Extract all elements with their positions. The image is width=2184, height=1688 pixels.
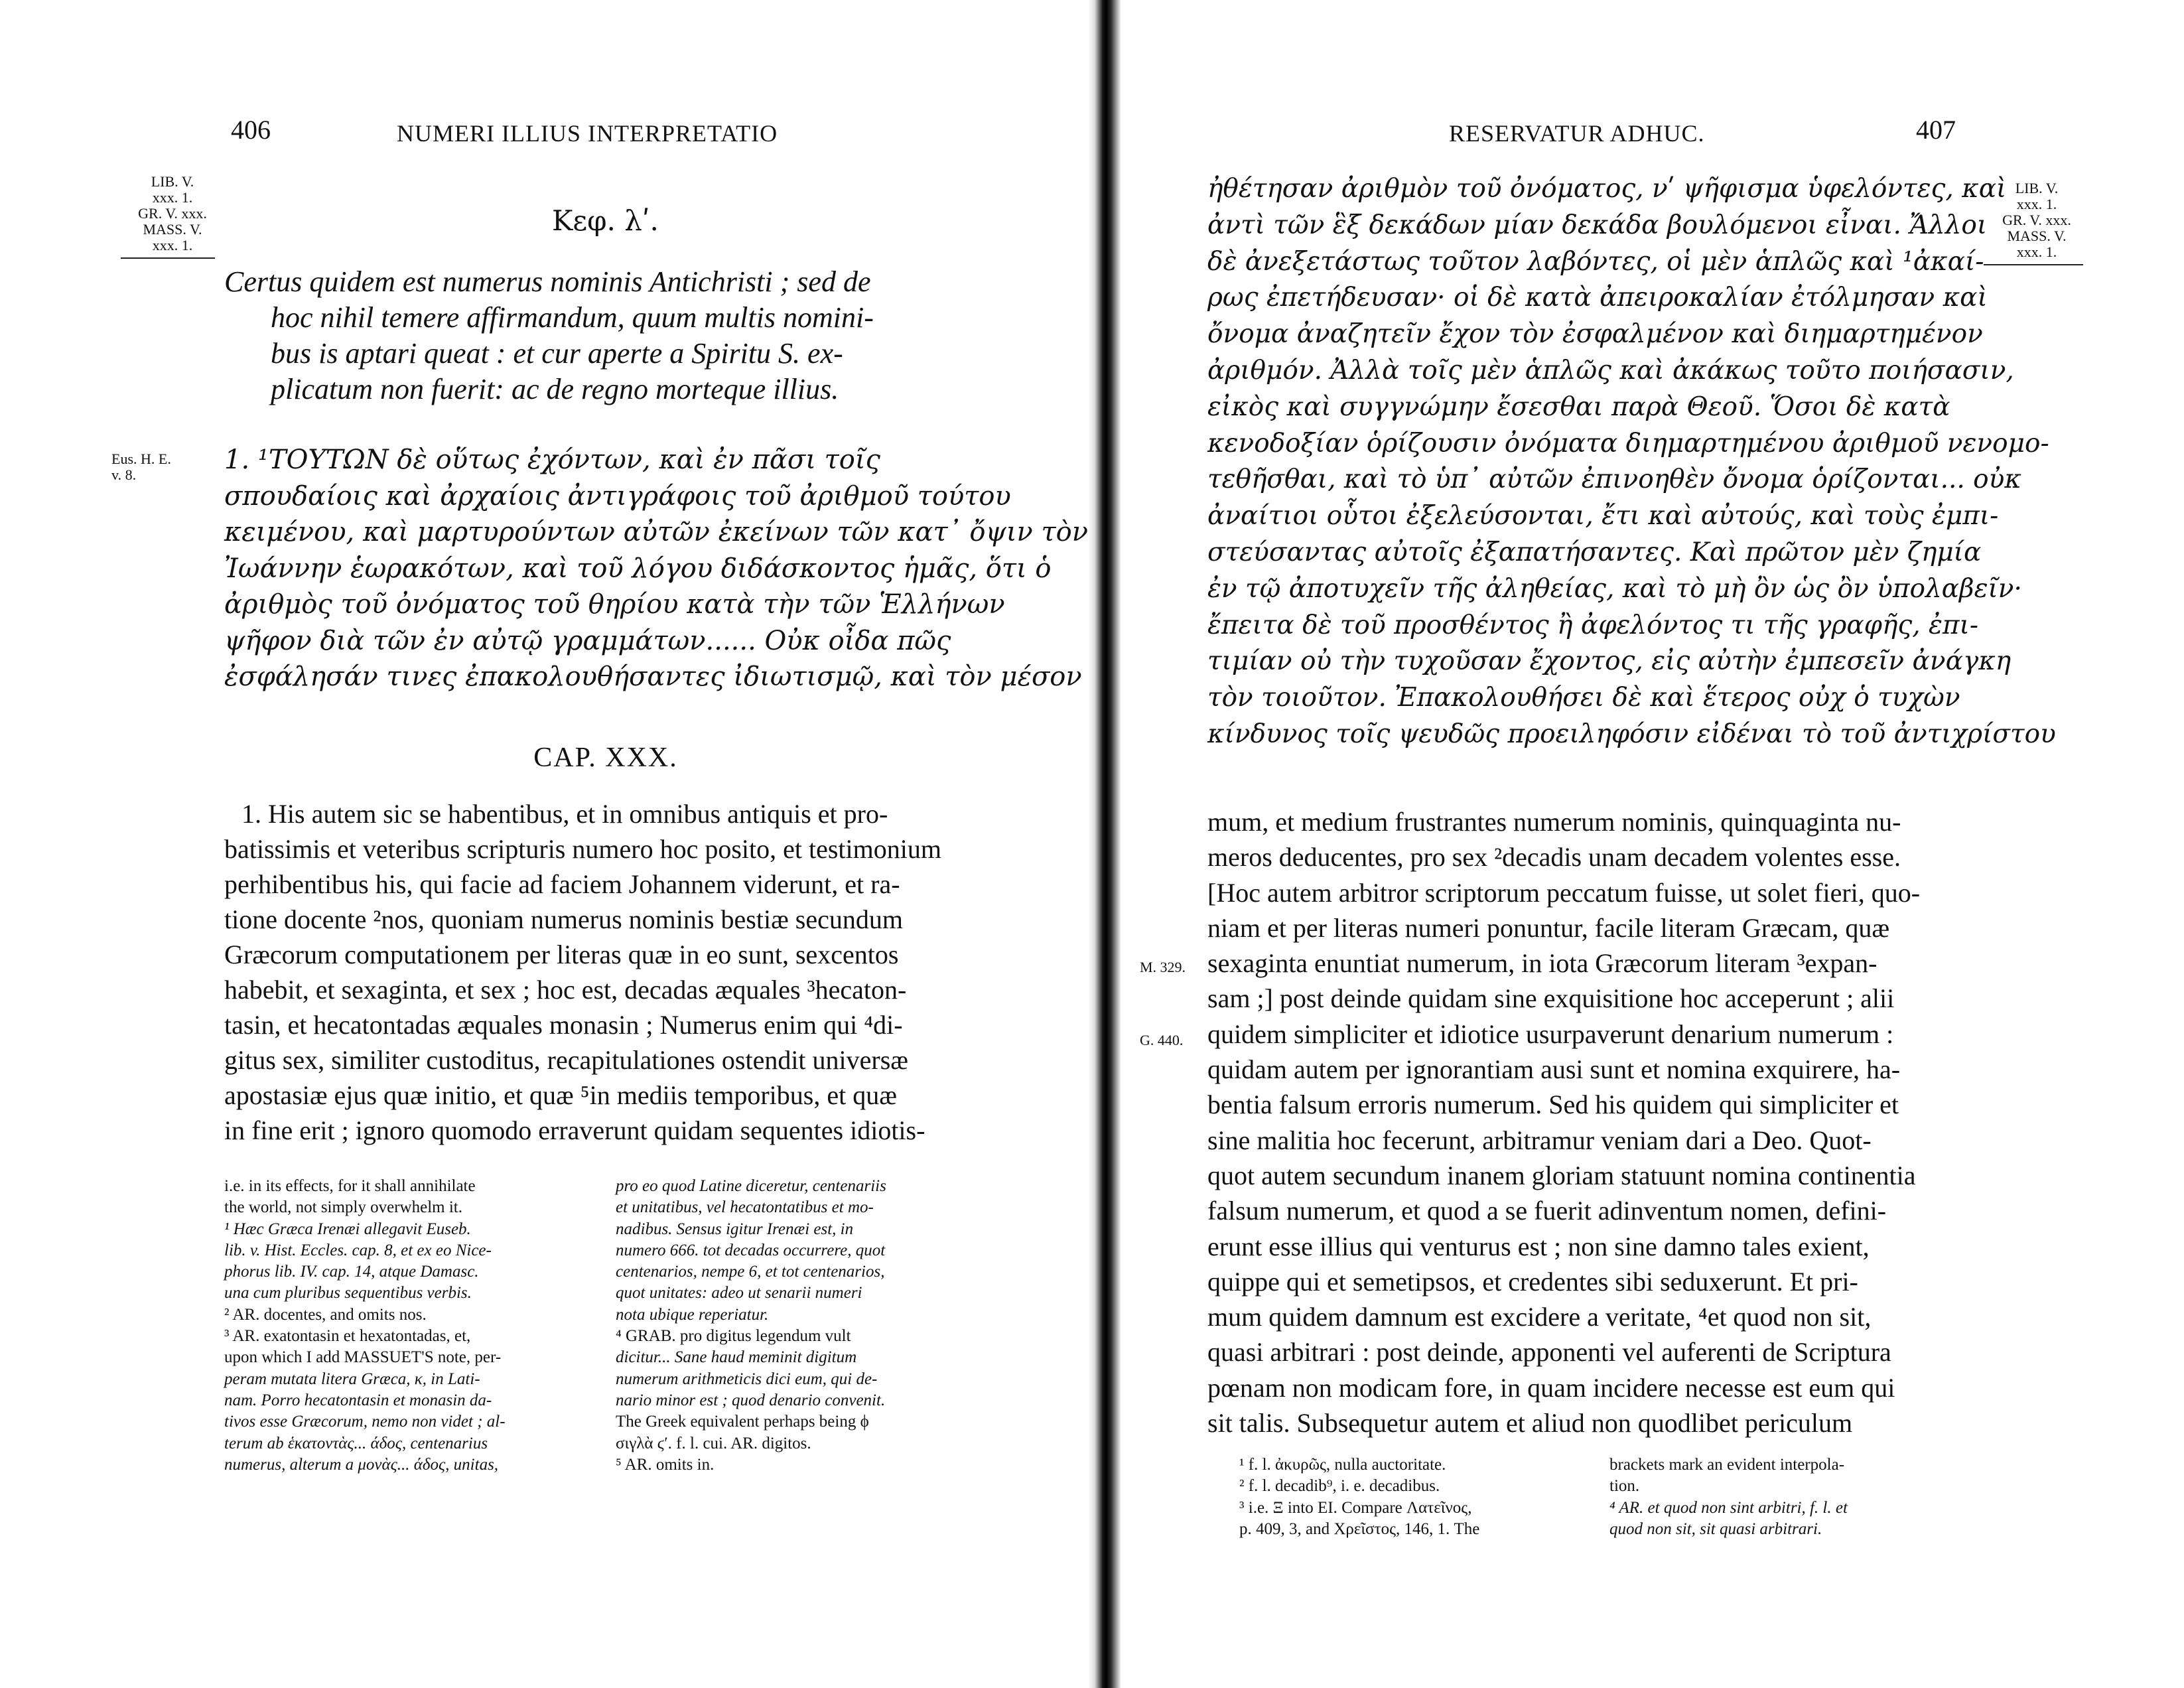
footnote-line: ³ i.e. Ξ into EI. Compare Λατεῖνος,	[1239, 1498, 1472, 1517]
footnote-line: ⁴ GRAB. pro digitus legendum vult	[616, 1327, 851, 1346]
footnote-line: centenarios, nempe 6, et tot centenarios,	[616, 1263, 885, 1281]
margin-ref-line: GR. V. xxx.	[138, 205, 207, 222]
greek-line: κίνδυνος τοῖς ψευδῶς προειληφόσιν εἰδέναι τὸ τοῦ ἀντιχρίστου	[1207, 719, 2056, 749]
latin-line: sam ;] post deinde quidam sine exquisitione hoc acceperunt ; alii	[1207, 983, 1895, 1014]
margin-ref-line: xxx. 1.	[152, 237, 193, 253]
latin-text-block	[1207, 804, 1970, 1441]
argument-line: Certus quidem est numerus nominis Antichristi ; sed de	[224, 265, 871, 298]
margin-grabe-page-ref: G. 440.	[1140, 1032, 1184, 1048]
latin-line: bentia falsum erroris numerum. Sed his quidem qui simpliciter et	[1207, 1090, 1899, 1120]
latin-line: [Hoc autem arbitror scriptorum peccatum fuisse, ut solet fieri, quo-	[1207, 877, 1921, 908]
footnote-line: the world, not simply overwhelm it.	[224, 1198, 462, 1217]
footnote-line: ² f. l. decadib⁹, i. e. decadibus.	[1239, 1477, 1440, 1496]
footnote-line: ⁴ AR. et quod non sint arbitri, f. l. et	[1609, 1498, 1848, 1517]
greek-line: ἀντὶ τῶν ἓξ δεκάδων μίαν δεκάδα βουλόμενοι εἶναι. Ἄλλοι	[1207, 210, 1988, 240]
margin-massuet-page-ref: M. 329.	[1140, 959, 1186, 975]
latin-line: falsum numerum, et quod a se fuerit adinventum nomen, defini-	[1207, 1196, 1887, 1226]
margin-ref-line: MASS. V.	[2007, 228, 2067, 244]
greek-line: ἠθέτησαν ἀριθμὸν τοῦ ὀνόματος, νʹ ψῆφισμα ὑφελόντες, καὶ	[1207, 174, 2007, 204]
margin-ref-line: Eus. H. E.	[111, 451, 171, 467]
latin-line: quidem simpliciter et idiotice usurpaverunt denarium numerum :	[1207, 1019, 1894, 1049]
margin-rule	[1984, 264, 2083, 265]
footnote-line: σιγλὰ ϛʹ. f. l. cui. AR. digitos.	[616, 1434, 811, 1452]
margin-rule	[121, 257, 215, 259]
greek-line: ἐν τῷ ἀποτυχεῖν τῆς ἀληθείας, καὶ τὸ μὴ ὂν ὡς ὂν ὑπολαβεῖν·	[1207, 573, 2022, 604]
latin-line: sit talis. Subsequetur autem et aliud non quodlibet periculum	[1207, 1408, 1853, 1439]
greek-line: ἀριθμὸς τοῦ ὀνόματος τοῦ θηρίου κατὰ τὴν τῶν Ἑλλήνων	[224, 589, 1005, 620]
running-head: RESERVATUR ADHUC.	[1449, 120, 1705, 147]
footnote-line: brackets mark an evident interpola-	[1609, 1456, 1845, 1474]
greek-line: ἔπειτα δὲ τοῦ προσθέντος ἢ ἀφελόντος τι τῆς γραφῆς, ἐπι-	[1207, 610, 1979, 640]
greek-line: ρως ἐπετήδευσαν· οἱ δὲ κατὰ ἀπειροκαλίαν ἐτόλμησαν καὶ	[1207, 283, 1988, 313]
latin-line: Græcorum computationem per literas quæ in eo sunt, sexcentos	[224, 940, 899, 969]
greek-line: ἐσφάλησάν τινες ἐπακολουθήσαντες ἰδιωτισμῷ, καὶ τὸν μέσον	[224, 662, 1082, 692]
argument-line: bus is aptari queat : et cur aperte a Spiritu S. ex-	[271, 337, 843, 370]
latin-line: tione docente ²nos, quoniam numerus nominis bestiæ secundum	[224, 904, 903, 934]
footnote-line: ² AR. docentes, and omits nos.	[224, 1305, 427, 1324]
latin-line: habebit, et sexaginta, et sex ; hoc est, decadas æquales ³hecaton-	[224, 975, 907, 1005]
greek-text-block	[224, 442, 1089, 695]
margin-ref-line: xxx. 1.	[152, 189, 193, 206]
running-head: NUMERI ILLIUS INTERPRETATIO	[397, 120, 778, 147]
left-page	[0, 0, 1088, 1688]
book-gutter	[1088, 0, 1121, 1688]
latin-line: pœnam non modicam fore, in quam incidere necesse est eum qui	[1207, 1372, 1895, 1403]
footnote-line: quot unitates: adeo ut senarii numeri	[616, 1284, 862, 1302]
greek-line: εἰκὸς καὶ συγγνώμην ἔσεσθαι παρὰ Θεοῦ. Ὅσοι δὲ κατὰ	[1207, 391, 1950, 422]
latin-line: perhibentibus his, qui facie ad faciem Johannem viderunt, et ra-	[224, 869, 900, 899]
greek-line: δὲ ἀνεξετάστως τοῦτον λαβόντες, οἱ μὲν ἁπλῶς καὶ ¹ἀκαί-	[1207, 246, 1984, 277]
footnote-line: The Greek equivalent perhaps being ϕ	[616, 1413, 869, 1431]
greek-chapter-title: Κεφ. λʹ.	[552, 204, 659, 237]
latin-line: 1. His autem sic se habentibus, et in omnibus antiquis et pro-	[241, 799, 888, 829]
footnote-line: dicitur... Sane haud meminit digitum	[616, 1348, 857, 1367]
footnote-line: ¹ Hæc Græca Irenæi allegavit Euseb.	[224, 1220, 471, 1238]
latin-line: batissimis et veteribus scripturis numero hoc posito, et testimonium	[224, 834, 941, 864]
margin-ref-line: xxx. 1.	[2016, 244, 2057, 260]
footnote-line: numerus, alterum a μονὰς... άδος, unitas,	[224, 1455, 499, 1474]
greek-line: κειμένου, καὶ μαρτυρούντων αὐτῶν ἐκείνων τῶν κατ᾽ ὄψιν τὸν	[224, 517, 1089, 547]
footnote-line: nario minor est ; quod denario convenit.	[616, 1391, 886, 1409]
latin-line: meros deducentes, pro sex ²decadis unam decadem volentes esse.	[1207, 842, 1901, 873]
latin-line: niam et per literas numeri ponuntur, facile literam Græcam, quæ	[1207, 912, 1890, 943]
latin-line: in fine erit ; ignoro quomodo erraverunt quidam sequentes idiotis-	[224, 1115, 925, 1145]
latin-line: sine malitia hoc fecerunt, arbitramur veniam dari a Deo. Quot-	[1207, 1125, 1872, 1155]
footnotes-column-2	[616, 1176, 987, 1476]
footnote-line: pro eo quod Latine diceretur, centenariis	[616, 1177, 886, 1195]
latin-line: quidam autem per ignorantiam ausi sunt et nomina exquirere, ha-	[1207, 1054, 1901, 1085]
greek-line: Ἰωάννην ἑωρακότων, καὶ τοῦ λόγου διδάσκοντος ἡμᾶς, ὅτι ὁ	[224, 553, 1052, 584]
footnote-line: i.e. in its effects, for it shall annihilate	[224, 1177, 476, 1195]
latin-chapter-title: CAP. XXX.	[533, 742, 678, 773]
greek-line: 1. ¹ΤΟΥΤΩΝ δὲ οὕτως ἐχόντων, καὶ ἐν πᾶσι τοῖς	[224, 445, 880, 475]
margin-ref-line: v. 8.	[111, 466, 137, 483]
footnote-line: nadibus. Sensus igitur Irenæi est, in	[616, 1220, 854, 1238]
footnote-line: peram mutata litera Græca, κ, in Lati-	[224, 1370, 480, 1388]
greek-line: τὸν τοιοῦτον. Ἐπακολουθήσει δὲ καὶ ἕτερος οὐχ ὁ τυχὼν	[1207, 683, 1960, 713]
latin-text-block	[224, 796, 987, 1148]
greek-line: κενοδοξίαν ὁρίζουσιν ὀνόματα διημαρτημένου ἀριθμοῦ νενομο-	[1207, 428, 2049, 458]
footnote-line: terum ab ἑκατοντὰς... άδος, centenarius	[224, 1434, 488, 1452]
greek-line: τιμίαν οὐ τὴν τυχοῦσαν ἔχοντος, εἰς αὐτὴν ἐμπεσεῖν ἀνάγκη	[1207, 646, 2012, 677]
greek-line: ἀναίτιοι οὗτοι ἐξελεύσονται, ἔτι καὶ αὐτούς, καὶ τοὺς ἐμπι-	[1207, 501, 1999, 531]
latin-line: erunt esse illius qui venturus est ; non sine damno tales exient,	[1207, 1231, 1870, 1261]
margin-ref-line: LIB. V.	[2015, 180, 2059, 196]
greek-line: ἀριθμόν. Ἀλλὰ τοῖς μὲν ἁπλῶς καὶ ἀκάκως τοῦτο ποιήσασιν,	[1207, 355, 2014, 386]
footnotes-column-2	[1609, 1454, 1970, 1540]
footnote-line: tion.	[1609, 1477, 1640, 1496]
latin-line: sexaginta enuntiat numerum, in iota Græcorum literam ³expan-	[1207, 948, 1877, 979]
latin-line: apostasiæ ejus quæ initio, et quæ ⁵in mediis temporibus, et quæ	[224, 1080, 897, 1110]
margin-ref-line: LIB. V.	[151, 173, 194, 190]
margin-ref-line: GR. V. xxx.	[2002, 212, 2071, 228]
footnote-line: quod non sit, sit quasi arbitrari.	[1609, 1519, 1822, 1538]
greek-line: σπουδαίοις καὶ ἀρχαίοις ἀντιγράφοις τοῦ ἀριθμοῦ τούτου	[224, 480, 1011, 512]
margin-eusebius-reference	[111, 451, 198, 483]
argument-line: plicatum non fuerit: ac de regno morteque illius.	[271, 373, 839, 405]
greek-line: ὄνομα ἀναζητεῖν ἔχον τὸν ἐσφαλμένον καὶ διημαρτημένον	[1207, 319, 1983, 350]
latin-line: tasin, et hecatontadas æquales monasin ; Numerus enim qui ⁴di-	[224, 1010, 903, 1040]
chapter-argument	[224, 264, 987, 407]
footnote-line: ⁵ AR. omits in.	[616, 1455, 715, 1474]
right-page	[1121, 0, 2184, 1688]
argument-line: hoc nihil temere affirmandum, quum multis nomini-	[271, 301, 874, 334]
footnote-line: nota ubique reperiatur.	[616, 1305, 769, 1324]
margin-ref-line: xxx. 1.	[2016, 196, 2057, 212]
margin-book-reference	[119, 174, 226, 253]
footnote-line: tivos esse Græcorum, nemo non videt ; al-	[224, 1413, 506, 1431]
footnote-line: ³ AR. exatontasin et hexatontadas, et,	[224, 1327, 471, 1346]
latin-line: quasi arbitrari : post deinde, apponenti vel auferenti de Scriptura	[1207, 1337, 1891, 1368]
footnotes-column-1	[224, 1176, 599, 1476]
footnote-line: lib. v. Hist. Eccles. cap. 8, et ex eo Nice-	[224, 1241, 492, 1259]
greek-line: στεύσαντας αὐτοῖς ἐξαπατήσαντες. Καὶ πρῶτον μὲν ζημία	[1207, 537, 1982, 567]
footnote-line: upon which I add MASSUET'S note, per-	[224, 1348, 502, 1367]
greek-line: ψῆφον διὰ τῶν ἐν αὐτῷ γραμμάτων...... Οὐκ οἶδα πῶς	[224, 625, 951, 656]
latin-line: quot autem secundum inanem gloriam statuunt nomina continentia	[1207, 1160, 1916, 1190]
footnote-line: nam. Porro hecatontasin et monasin da-	[224, 1391, 492, 1409]
greek-line: τεθῆσθαι, καὶ τὸ ὑπ᾽ αὐτῶν ἐπινοηθὲν ὄνομα ὁρίζονται... οὐκ	[1207, 464, 2021, 495]
page-number: 406	[231, 115, 271, 145]
footnote-line: et unitatibus, vel hecatontatibus et mo-	[616, 1198, 874, 1217]
margin-ref-line: MASS. V.	[143, 221, 202, 238]
latin-line: gitus sex, similiter custoditus, recapitulationes ostendit universæ	[224, 1045, 908, 1075]
latin-line: quippe qui et semetipsos, et credentes sibi seduxerunt. Et pri-	[1207, 1266, 1858, 1297]
footnote-line: una cum pluribus sequentibus verbis.	[224, 1284, 472, 1302]
latin-line: mum, et medium frustrantes numerum nominis, quinquaginta nu-	[1207, 807, 1901, 837]
page-number: 407	[1916, 115, 1956, 145]
latin-line: mum quidem damnum est excidere a veritate, ⁴et quod non sit,	[1207, 1302, 1872, 1332]
footnote-line: p. 409, 3, and Χρεῖστος, 146, 1. The	[1239, 1519, 1480, 1538]
footnote-line: numero 666. tot decadas occurrere, quot	[616, 1241, 886, 1259]
footnote-line: phorus lib. IV. cap. 14, atque Damasc.	[224, 1263, 479, 1281]
footnote-line: ¹ f. l. ἀκυρῶς, nulla auctoritate.	[1239, 1456, 1446, 1474]
footnotes-column-1	[1239, 1454, 1584, 1540]
footnote-line: numerum arithmeticis dici eum, qui de-	[616, 1370, 878, 1388]
